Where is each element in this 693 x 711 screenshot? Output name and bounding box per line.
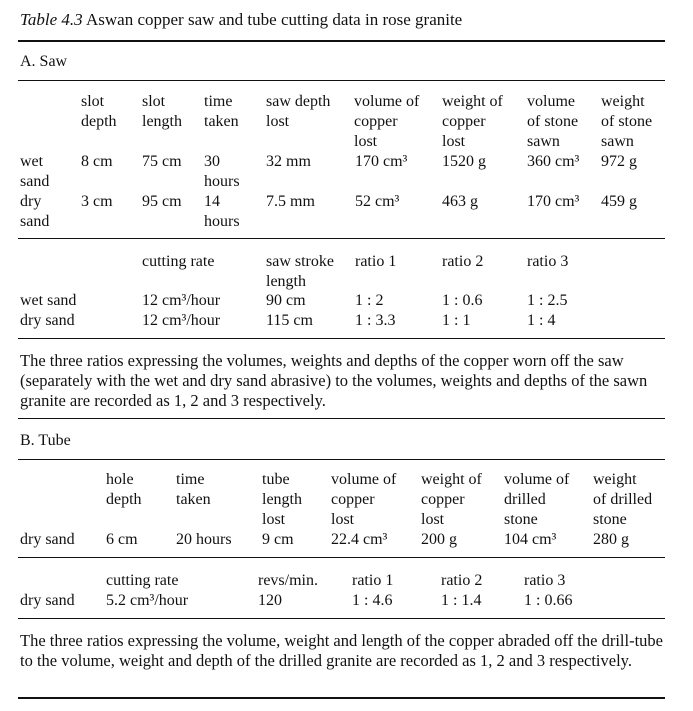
cell-ratio-3: 1 : 2.5 — [527, 292, 568, 309]
header-revs-per-min: revs/min. — [258, 572, 318, 589]
header-ratio-1: ratio 1 — [352, 572, 394, 589]
saw-rate-rule — [18, 338, 665, 339]
tube-mid-rule — [18, 557, 665, 558]
header-tube-length-lost: tube length lost — [262, 471, 302, 528]
cell-cutting-rate: 12 cm³/hour — [142, 312, 221, 329]
header-time-taken: time taken — [176, 471, 211, 508]
cell-slot-length: 95 cm — [142, 193, 182, 210]
cell-ratio-2: 1 : 0.6 — [442, 292, 483, 309]
cell-ratio-3: 1 : 0.66 — [524, 592, 573, 609]
saw-note-rule — [18, 418, 665, 419]
cell-saw-depth-lost: 7.5 mm — [266, 193, 315, 210]
cell-slot-depth: 8 cm — [81, 153, 113, 170]
row-label-wet-sand: wet sand — [20, 153, 50, 190]
cell-saw-depth-lost: 32 mm — [266, 153, 311, 170]
header-slot-depth: slot depth — [81, 93, 117, 130]
cell-weight-copper: 1520 g — [442, 153, 486, 170]
cell-time-taken: 30 hours — [204, 153, 240, 190]
cell-weight-stone: 459 g — [601, 193, 637, 210]
cell-weight-stone: 280 g — [593, 531, 629, 548]
cell-cutting-rate: 5.2 cm³/hour — [106, 592, 189, 609]
cell-weight-copper: 200 g — [421, 531, 457, 548]
header-cutting-rate: cutting rate — [106, 572, 179, 589]
cell-ratio-1: 1 : 2 — [355, 292, 384, 309]
cell-revs-per-min: 120 — [258, 592, 282, 609]
cell-tube-length-lost: 9 cm — [262, 531, 294, 548]
saw-mid-rule — [18, 238, 665, 239]
header-weight-stone: weight of stone sawn — [601, 93, 653, 150]
cell-slot-length: 75 cm — [142, 153, 182, 170]
header-saw-depth-lost: saw depth lost — [266, 93, 331, 130]
header-hole-depth: hole depth — [106, 471, 142, 508]
title-rule — [18, 40, 665, 42]
header-volume-copper: volume of copper lost — [331, 471, 397, 528]
table-title-text: Aswan copper saw and tube cutting data in rose granite — [85, 10, 463, 29]
row-label-dry-sand: dry sand — [20, 592, 75, 609]
cell-slot-depth: 3 cm — [81, 193, 113, 210]
header-weight-drilled-stone: weight of drilled stone — [593, 471, 653, 528]
tube-note: The three ratios expressing the volume, weight and length of the copper abraded off the drill-tube to the volume, weight and depth of the drilled granite are recorded as 1, 2 and 3 respectively. — [20, 631, 663, 670]
header-time-taken: time taken — [204, 93, 239, 130]
saw-heading-rule — [18, 80, 665, 81]
header-slot-length: slot length — [142, 93, 182, 130]
header-ratio-3: ratio 3 — [527, 253, 569, 270]
header-volume-stone: volume of stone sawn — [527, 93, 579, 150]
cell-ratio-1: 1 : 4.6 — [352, 592, 393, 609]
header-saw-stroke-length: saw stroke length — [266, 253, 334, 290]
tube-section-heading: B. Tube — [20, 432, 71, 449]
header-ratio-3: ratio 3 — [524, 572, 566, 589]
header-volume-copper: volume of copper lost — [354, 93, 420, 150]
saw-note: The three ratios expressing the volumes, weights and depths of the copper worn off the saw (separately with the wet and dry sand abrasive) to the volumes, weights and depths of the sawn granite are recorded as 1, 2 and 3 respectively. — [20, 351, 648, 410]
cell-weight-stone: 972 g — [601, 153, 637, 170]
cell-volume-stone: 104 cm³ — [504, 531, 557, 548]
header-ratio-2: ratio 2 — [441, 572, 483, 589]
cell-ratio-1: 1 : 3.3 — [355, 312, 396, 329]
row-label-dry-sand: dry sand — [20, 531, 75, 548]
row-label-dry-sand: dry sand — [20, 193, 50, 230]
cell-time-taken: 20 hours — [176, 531, 232, 548]
header-cutting-rate: cutting rate — [142, 253, 215, 270]
cell-volume-stone: 360 cm³ — [527, 153, 580, 170]
row-label-dry-sand: dry sand — [20, 312, 75, 329]
cell-ratio-3: 1 : 4 — [527, 312, 556, 329]
header-volume-drilled-stone: volume of drilled stone — [504, 471, 570, 528]
cell-volume-copper: 170 cm³ — [355, 153, 408, 170]
row-label-wet-sand: wet sand — [20, 292, 77, 309]
cell-ratio-2: 1 : 1 — [442, 312, 471, 329]
cell-weight-copper: 463 g — [442, 193, 478, 210]
tube-rate-rule — [18, 618, 665, 619]
cell-volume-copper: 22.4 cm³ — [331, 531, 388, 548]
header-weight-copper: weight of copper lost — [442, 93, 503, 150]
table-title — [20, 10, 462, 30]
saw-section-heading: A. Saw — [20, 53, 68, 70]
cell-time-taken: 14 hours — [204, 193, 240, 230]
cell-saw-stroke: 115 cm — [266, 312, 313, 329]
header-ratio-1: ratio 1 — [355, 253, 397, 270]
cell-saw-stroke: 90 cm — [266, 292, 306, 309]
cell-hole-depth: 6 cm — [106, 531, 138, 548]
bottom-rule — [18, 697, 665, 699]
cell-volume-copper: 52 cm³ — [355, 193, 400, 210]
tube-heading-rule — [18, 459, 665, 460]
cell-cutting-rate: 12 cm³/hour — [142, 292, 221, 309]
cell-volume-stone: 170 cm³ — [527, 193, 580, 210]
header-ratio-2: ratio 2 — [442, 253, 484, 270]
table-label: Table 4.3 — [20, 10, 83, 29]
header-weight-copper: weight of copper lost — [421, 471, 482, 528]
cell-ratio-2: 1 : 1.4 — [441, 592, 482, 609]
